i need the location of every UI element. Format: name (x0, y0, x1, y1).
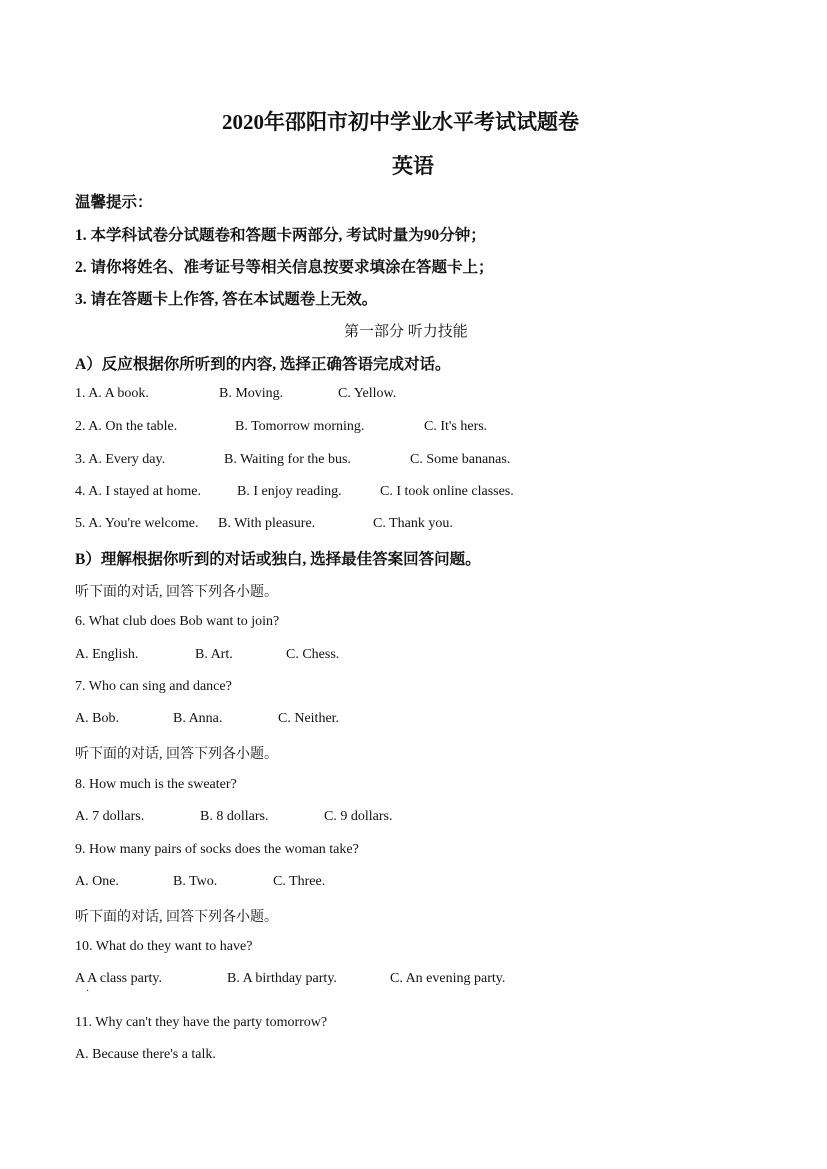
listen-instruction: 听下面的对话, 回答下列各小题。 (75, 747, 278, 762)
section-b-heading: B）理解根据你听到的对话或独白, 选择最佳答案回答问题。 (75, 551, 481, 568)
question-8: 8. How much is the sweater? (75, 777, 237, 792)
subject-title: 英语 (392, 154, 434, 178)
option-c: C. An evening party. (390, 971, 506, 986)
section-a-heading: A）反应根据你所听到的内容, 选择正确答语完成对话。 (75, 356, 451, 373)
option-b: B. 8 dollars. (200, 809, 269, 824)
option-b: B. With pleasure. (218, 516, 316, 531)
question-11: 11. Why can't they have the party tomorrow? (75, 1015, 328, 1030)
option-a: A. One. (75, 874, 119, 889)
listen-instruction: 听下面的对话, 回答下列各小题。 (75, 585, 278, 600)
option-a: A. Bob. (75, 711, 119, 726)
question-10: 10. What do they want to have? (75, 939, 253, 954)
option-c: C. Three. (273, 874, 326, 889)
listen-instruction: 听下面的对话, 回答下列各小题。 (75, 910, 278, 925)
option-c: C. 9 dollars. (324, 809, 393, 824)
tip-item-2: 2. 请你将姓名、准考证号等相关信息按要求填涂在答题卡上； (75, 259, 494, 276)
option-b: B. Anna. (173, 711, 223, 726)
option-b: B. Two. (173, 874, 218, 889)
option-c: C. Thank you. (373, 516, 453, 531)
option-a: A A class party. (75, 971, 162, 986)
part1-title: 第一部分 听力技能 (344, 324, 468, 340)
option-a: 5. A. You're welcome. (75, 516, 199, 531)
exam-title: 2020年邵阳市初中学业水平考试试题卷 (222, 110, 579, 134)
option-c: C. It's hers. (424, 419, 488, 434)
option-a: 2. A. On the table. (75, 419, 178, 434)
option-b: B. A birthday party. (227, 971, 337, 986)
option-b: B. Waiting for the bus. (224, 452, 351, 467)
question-11-option-a: A. Because there's a talk. (75, 1047, 216, 1062)
tips-label: 温馨提示： (75, 194, 153, 211)
tip-item-3: 3. 请在答题卡上作答, 答在本试题卷上无效。 (75, 291, 378, 308)
option-b: B. Moving. (219, 386, 284, 401)
option-a: A. English. (75, 647, 139, 662)
option-c: C. Chess. (286, 647, 340, 662)
tip-item-1: 1. 本学科试卷分试题卷和答题卡两部分, 考试时量为90分钟； (75, 227, 486, 244)
option-a: A. 7 dollars. (75, 809, 145, 824)
option-c: C. I took online classes. (380, 484, 514, 499)
option-a: 1. A. A book. (75, 386, 149, 401)
option-c: C. Yellow. (338, 386, 397, 401)
option-a: 4. A. I stayed at home. (75, 484, 201, 499)
option-b: B. I enjoy reading. (237, 484, 342, 499)
question-6: 6. What club does Bob want to join? (75, 614, 280, 629)
option-b: B. Tomorrow morning. (235, 419, 365, 434)
option-c: C. Some bananas. (410, 452, 511, 467)
option-c: C. Neither. (278, 711, 340, 726)
option-b: B. Art. (195, 647, 233, 662)
question-9: 9. How many pairs of socks does the woman take? (75, 842, 359, 857)
question-7: 7. Who can sing and dance? (75, 679, 232, 694)
stray-dot-mark: · (86, 986, 90, 997)
option-a: 3. A. Every day. (75, 452, 166, 467)
